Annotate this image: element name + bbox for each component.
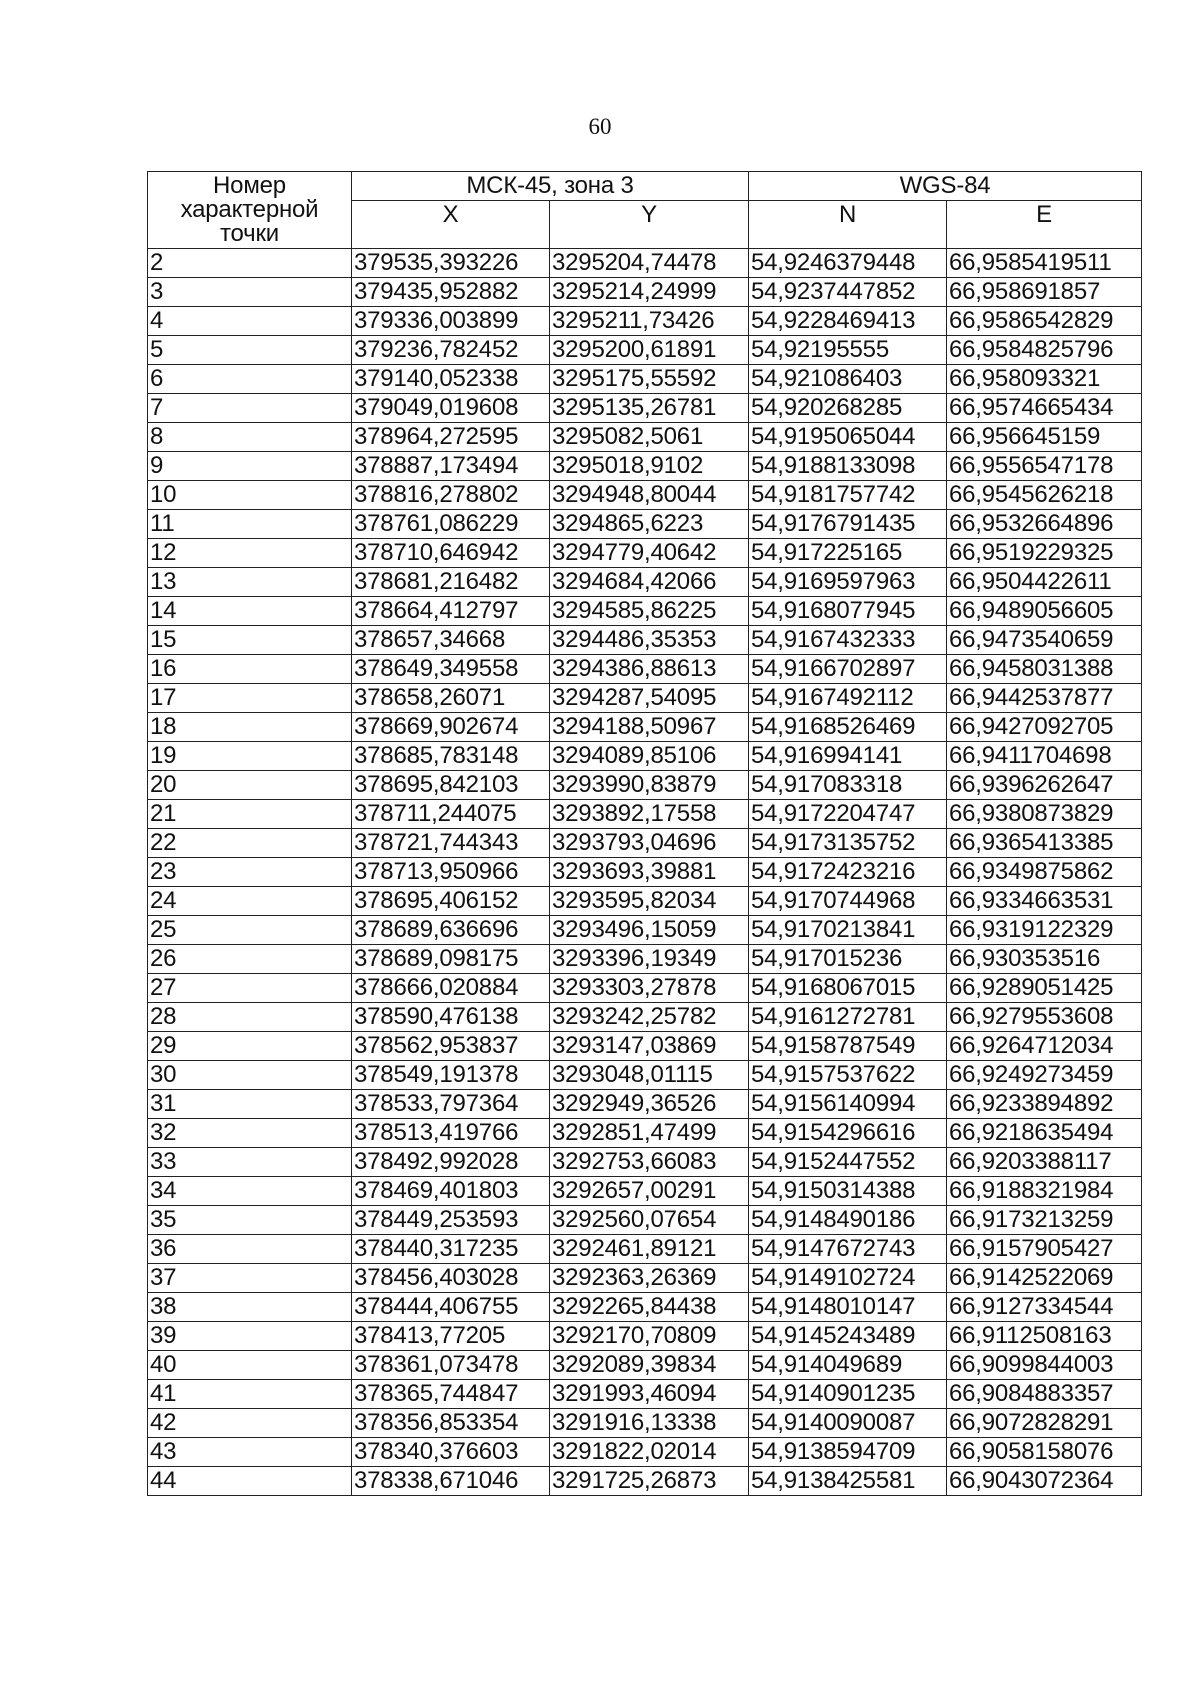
point-number-cell: 24 [148, 887, 352, 916]
point-number-cell: 42 [148, 1409, 352, 1438]
table-row [148, 858, 1142, 887]
n-cell: 54,914049689 [749, 1351, 947, 1380]
table-row [148, 1003, 1142, 1032]
table-row [148, 394, 1142, 423]
x-cell: 379535,393226 [352, 249, 550, 278]
table-row [148, 945, 1142, 974]
table-row [148, 713, 1142, 742]
table-row [148, 539, 1142, 568]
table-row [148, 1090, 1142, 1119]
y-cell: 3293048,01115 [550, 1061, 749, 1090]
point-number-cell: 14 [148, 597, 352, 626]
e-cell: 66,9249273459 [947, 1061, 1142, 1090]
e-cell: 66,9396262647 [947, 771, 1142, 800]
y-cell: 3292170,70809 [550, 1322, 749, 1351]
e-cell: 66,9365413385 [947, 829, 1142, 858]
table-row [148, 1293, 1142, 1322]
e-cell: 66,9545626218 [947, 481, 1142, 510]
x-cell: 378657,34668 [352, 626, 550, 655]
y-cell: 3292089,39834 [550, 1351, 749, 1380]
n-cell: 54,9157537622 [749, 1061, 947, 1090]
x-cell: 378562,953837 [352, 1032, 550, 1061]
x-cell: 378711,244075 [352, 800, 550, 829]
n-cell: 54,9156140994 [749, 1090, 947, 1119]
e-cell: 66,9289051425 [947, 974, 1142, 1003]
y-cell: 3292363,26369 [550, 1264, 749, 1293]
n-cell: 54,9150314388 [749, 1177, 947, 1206]
x-cell: 378816,278802 [352, 481, 550, 510]
point-number-cell: 6 [148, 365, 352, 394]
table-row [148, 336, 1142, 365]
y-cell: 3295214,24999 [550, 278, 749, 307]
e-cell: 66,930353516 [947, 945, 1142, 974]
n-cell: 54,9158787549 [749, 1032, 947, 1061]
y-cell: 3292851,47499 [550, 1119, 749, 1148]
e-cell: 66,9411704698 [947, 742, 1142, 771]
e-cell: 66,956645159 [947, 423, 1142, 452]
table-row [148, 887, 1142, 916]
e-cell: 66,958093321 [947, 365, 1142, 394]
y-cell: 3294585,86225 [550, 597, 749, 626]
n-cell: 54,921086403 [749, 365, 947, 394]
n-cell: 54,9172423216 [749, 858, 947, 887]
n-cell: 54,9168077945 [749, 597, 947, 626]
point-number-cell: 28 [148, 1003, 352, 1032]
e-cell: 66,9233894892 [947, 1090, 1142, 1119]
point-number-cell: 21 [148, 800, 352, 829]
e-cell: 66,9334663531 [947, 887, 1142, 916]
table-row [148, 1032, 1142, 1061]
n-cell: 54,9172204747 [749, 800, 947, 829]
e-cell: 66,9142522069 [947, 1264, 1142, 1293]
table-row [148, 249, 1142, 278]
table-row [148, 307, 1142, 336]
y-cell: 3293595,82034 [550, 887, 749, 916]
point-number-cell: 30 [148, 1061, 352, 1090]
x-cell: 378681,216482 [352, 568, 550, 597]
y-cell: 3294684,42066 [550, 568, 749, 597]
table-row [148, 1467, 1142, 1496]
e-cell: 66,9574665434 [947, 394, 1142, 423]
table-row [148, 365, 1142, 394]
n-cell: 54,9168526469 [749, 713, 947, 742]
x-cell: 378549,191378 [352, 1061, 550, 1090]
table-row [148, 800, 1142, 829]
y-cell: 3294865,6223 [550, 510, 749, 539]
n-cell: 54,9195065044 [749, 423, 947, 452]
x-cell: 378669,902674 [352, 713, 550, 742]
n-cell: 54,9168067015 [749, 974, 947, 1003]
y-cell: 3293892,17558 [550, 800, 749, 829]
point-number-cell: 12 [148, 539, 352, 568]
x-cell: 379236,782452 [352, 336, 550, 365]
e-cell: 66,9585419511 [947, 249, 1142, 278]
n-cell: 54,916994141 [749, 742, 947, 771]
n-cell: 54,9138594709 [749, 1438, 947, 1467]
y-cell: 3293693,39881 [550, 858, 749, 887]
x-cell: 378413,77205 [352, 1322, 550, 1351]
e-cell: 66,9319122329 [947, 916, 1142, 945]
n-cell: 54,9152447552 [749, 1148, 947, 1177]
e-cell: 66,9556547178 [947, 452, 1142, 481]
e-cell: 66,9504422611 [947, 568, 1142, 597]
table-row [148, 510, 1142, 539]
n-cell: 54,9138425581 [749, 1467, 947, 1496]
point-number-cell: 23 [148, 858, 352, 887]
table-row [148, 1148, 1142, 1177]
point-number-cell: 35 [148, 1206, 352, 1235]
y-cell: 3295135,26781 [550, 394, 749, 423]
table-row [148, 597, 1142, 626]
e-cell: 66,9157905427 [947, 1235, 1142, 1264]
n-cell: 54,9188133098 [749, 452, 947, 481]
y-cell: 3291822,02014 [550, 1438, 749, 1467]
point-number-cell: 43 [148, 1438, 352, 1467]
y-cell: 3295082,5061 [550, 423, 749, 452]
y-cell: 3295211,73426 [550, 307, 749, 336]
point-number-cell: 32 [148, 1119, 352, 1148]
point-number-cell: 15 [148, 626, 352, 655]
e-cell: 66,9264712034 [947, 1032, 1142, 1061]
n-cell: 54,9147672743 [749, 1235, 947, 1264]
table-row [148, 452, 1142, 481]
table-row [148, 1409, 1142, 1438]
y-cell: 3293793,04696 [550, 829, 749, 858]
header-x: X [352, 201, 550, 249]
point-number-cell: 4 [148, 307, 352, 336]
e-cell: 66,9519229325 [947, 539, 1142, 568]
y-cell: 3294386,88613 [550, 655, 749, 684]
header-wgs84: WGS-84 [749, 172, 1142, 201]
n-cell: 54,9167492112 [749, 684, 947, 713]
n-cell: 54,920268285 [749, 394, 947, 423]
point-number-cell: 5 [148, 336, 352, 365]
y-cell: 3294486,35353 [550, 626, 749, 655]
y-cell: 3293147,03869 [550, 1032, 749, 1061]
point-number-cell: 20 [148, 771, 352, 800]
point-number-cell: 40 [148, 1351, 352, 1380]
table-row [148, 1438, 1142, 1467]
x-cell: 378721,744343 [352, 829, 550, 858]
x-cell: 379336,003899 [352, 307, 550, 336]
n-cell: 54,9148010147 [749, 1293, 947, 1322]
table-row [148, 568, 1142, 597]
x-cell: 378513,419766 [352, 1119, 550, 1148]
e-cell: 66,9112508163 [947, 1322, 1142, 1351]
y-cell: 3294948,80044 [550, 481, 749, 510]
n-cell: 54,9148490186 [749, 1206, 947, 1235]
table-row [148, 626, 1142, 655]
x-cell: 378664,412797 [352, 597, 550, 626]
page-number: 60 [588, 114, 612, 139]
n-cell: 54,9149102724 [749, 1264, 947, 1293]
x-cell: 378710,646942 [352, 539, 550, 568]
e-cell: 66,9584825796 [947, 336, 1142, 365]
y-cell: 3292753,66083 [550, 1148, 749, 1177]
point-number-cell: 19 [148, 742, 352, 771]
point-number-cell: 3 [148, 278, 352, 307]
e-cell: 66,958691857 [947, 278, 1142, 307]
table-row [148, 1351, 1142, 1380]
point-number-cell: 18 [148, 713, 352, 742]
point-number-cell: 22 [148, 829, 352, 858]
n-cell: 54,9170213841 [749, 916, 947, 945]
point-number-cell: 10 [148, 481, 352, 510]
point-number-cell: 34 [148, 1177, 352, 1206]
x-cell: 378695,406152 [352, 887, 550, 916]
x-cell: 378456,403028 [352, 1264, 550, 1293]
point-number-cell: 27 [148, 974, 352, 1003]
point-number-cell: 26 [148, 945, 352, 974]
point-number-cell: 2 [148, 249, 352, 278]
x-cell: 378689,636696 [352, 916, 550, 945]
header-n: N [749, 201, 947, 249]
y-cell: 3293990,83879 [550, 771, 749, 800]
x-cell: 378695,842103 [352, 771, 550, 800]
e-cell: 66,9043072364 [947, 1467, 1142, 1496]
point-number-cell: 9 [148, 452, 352, 481]
y-cell: 3294089,85106 [550, 742, 749, 771]
n-cell: 54,917083318 [749, 771, 947, 800]
y-cell: 3292461,89121 [550, 1235, 749, 1264]
y-cell: 3295175,55592 [550, 365, 749, 394]
x-cell: 378361,073478 [352, 1351, 550, 1380]
n-cell: 54,9154296616 [749, 1119, 947, 1148]
table-row [148, 974, 1142, 1003]
table-row [148, 423, 1142, 452]
x-cell: 378685,783148 [352, 742, 550, 771]
y-cell: 3294188,50967 [550, 713, 749, 742]
point-number-cell: 16 [148, 655, 352, 684]
table-row [148, 1061, 1142, 1090]
header-msk45-zone3: МСК-45, зона 3 [352, 172, 749, 201]
point-number-cell: 39 [148, 1322, 352, 1351]
point-number-cell: 31 [148, 1090, 352, 1119]
e-cell: 66,9188321984 [947, 1177, 1142, 1206]
table-row [148, 829, 1142, 858]
table-row [148, 1177, 1142, 1206]
n-cell: 54,9140090087 [749, 1409, 947, 1438]
x-cell: 378469,401803 [352, 1177, 550, 1206]
y-cell: 3295204,74478 [550, 249, 749, 278]
y-cell: 3294779,40642 [550, 539, 749, 568]
x-cell: 378658,26071 [352, 684, 550, 713]
x-cell: 379435,952882 [352, 278, 550, 307]
n-cell: 54,9140901235 [749, 1380, 947, 1409]
point-number-cell: 36 [148, 1235, 352, 1264]
n-cell: 54,9169597963 [749, 568, 947, 597]
point-number-cell: 17 [148, 684, 352, 713]
header-point-number: Номер характерной точки [148, 172, 352, 249]
x-cell: 378590,476138 [352, 1003, 550, 1032]
x-cell: 378449,253593 [352, 1206, 550, 1235]
point-number-cell: 13 [148, 568, 352, 597]
n-cell: 54,9176791435 [749, 510, 947, 539]
point-number-cell: 25 [148, 916, 352, 945]
x-cell: 378365,744847 [352, 1380, 550, 1409]
e-cell: 66,9218635494 [947, 1119, 1142, 1148]
n-cell: 54,9237447852 [749, 278, 947, 307]
x-cell: 379140,052338 [352, 365, 550, 394]
point-number-cell: 44 [148, 1467, 352, 1496]
x-cell: 378649,349558 [352, 655, 550, 684]
table-row [148, 1119, 1142, 1148]
point-number-cell: 33 [148, 1148, 352, 1177]
n-cell: 54,92195555 [749, 336, 947, 365]
y-cell: 3293396,19349 [550, 945, 749, 974]
x-cell: 378440,317235 [352, 1235, 550, 1264]
e-cell: 66,9203388117 [947, 1148, 1142, 1177]
coordinates-table-header [148, 172, 1142, 249]
table-row [148, 684, 1142, 713]
y-cell: 3295018,9102 [550, 452, 749, 481]
table-row [148, 742, 1142, 771]
x-cell: 378964,272595 [352, 423, 550, 452]
x-cell: 378761,086229 [352, 510, 550, 539]
x-cell: 378887,173494 [352, 452, 550, 481]
table-row [148, 1206, 1142, 1235]
e-cell: 66,9127334544 [947, 1293, 1142, 1322]
y-cell: 3292949,36526 [550, 1090, 749, 1119]
e-cell: 66,9458031388 [947, 655, 1142, 684]
point-number-cell: 8 [148, 423, 352, 452]
e-cell: 66,9442537877 [947, 684, 1142, 713]
n-cell: 54,917225165 [749, 539, 947, 568]
e-cell: 66,9427092705 [947, 713, 1142, 742]
e-cell: 66,9072828291 [947, 1409, 1142, 1438]
y-cell: 3292657,00291 [550, 1177, 749, 1206]
table-row [148, 916, 1142, 945]
e-cell: 66,9380873829 [947, 800, 1142, 829]
y-cell: 3295200,61891 [550, 336, 749, 365]
y-cell: 3291993,46094 [550, 1380, 749, 1409]
e-cell: 66,9349875862 [947, 858, 1142, 887]
coordinates-table [147, 171, 1142, 1496]
n-cell: 54,9166702897 [749, 655, 947, 684]
point-number-cell: 38 [148, 1293, 352, 1322]
header-y: Y [550, 201, 749, 249]
table-row [148, 1322, 1142, 1351]
e-cell: 66,9173213259 [947, 1206, 1142, 1235]
n-cell: 54,917015236 [749, 945, 947, 974]
x-cell: 379049,019608 [352, 394, 550, 423]
e-cell: 66,9473540659 [947, 626, 1142, 655]
x-cell: 378492,992028 [352, 1148, 550, 1177]
coordinates-table-body [148, 249, 1142, 1496]
n-cell: 54,9246379448 [749, 249, 947, 278]
x-cell: 378356,853354 [352, 1409, 550, 1438]
table-row [148, 1380, 1142, 1409]
n-cell: 54,9181757742 [749, 481, 947, 510]
point-number-cell: 7 [148, 394, 352, 423]
table-row [148, 278, 1142, 307]
y-cell: 3292560,07654 [550, 1206, 749, 1235]
e-cell: 66,9099844003 [947, 1351, 1142, 1380]
x-cell: 378713,950966 [352, 858, 550, 887]
point-number-cell: 11 [148, 510, 352, 539]
n-cell: 54,9167432333 [749, 626, 947, 655]
e-cell: 66,9586542829 [947, 307, 1142, 336]
x-cell: 378444,406755 [352, 1293, 550, 1322]
header-e: E [947, 201, 1142, 249]
n-cell: 54,9173135752 [749, 829, 947, 858]
y-cell: 3293496,15059 [550, 916, 749, 945]
point-number-cell: 37 [148, 1264, 352, 1293]
table-row [148, 771, 1142, 800]
y-cell: 3292265,84438 [550, 1293, 749, 1322]
x-cell: 378666,020884 [352, 974, 550, 1003]
n-cell: 54,9170744968 [749, 887, 947, 916]
n-cell: 54,9145243489 [749, 1322, 947, 1351]
e-cell: 66,9489056605 [947, 597, 1142, 626]
x-cell: 378689,098175 [352, 945, 550, 974]
x-cell: 378340,376603 [352, 1438, 550, 1467]
e-cell: 66,9084883357 [947, 1380, 1142, 1409]
point-number-cell: 29 [148, 1032, 352, 1061]
y-cell: 3294287,54095 [550, 684, 749, 713]
y-cell: 3293242,25782 [550, 1003, 749, 1032]
x-cell: 378533,797364 [352, 1090, 550, 1119]
e-cell: 66,9532664896 [947, 510, 1142, 539]
table-row [148, 481, 1142, 510]
e-cell: 66,9058158076 [947, 1438, 1142, 1467]
y-cell: 3291725,26873 [550, 1467, 749, 1496]
y-cell: 3291916,13338 [550, 1409, 749, 1438]
point-number-cell: 41 [148, 1380, 352, 1409]
n-cell: 54,9161272781 [749, 1003, 947, 1032]
table-row [148, 1264, 1142, 1293]
e-cell: 66,9279553608 [947, 1003, 1142, 1032]
n-cell: 54,9228469413 [749, 307, 947, 336]
x-cell: 378338,671046 [352, 1467, 550, 1496]
table-row [148, 1235, 1142, 1264]
table-row [148, 655, 1142, 684]
y-cell: 3293303,27878 [550, 974, 749, 1003]
